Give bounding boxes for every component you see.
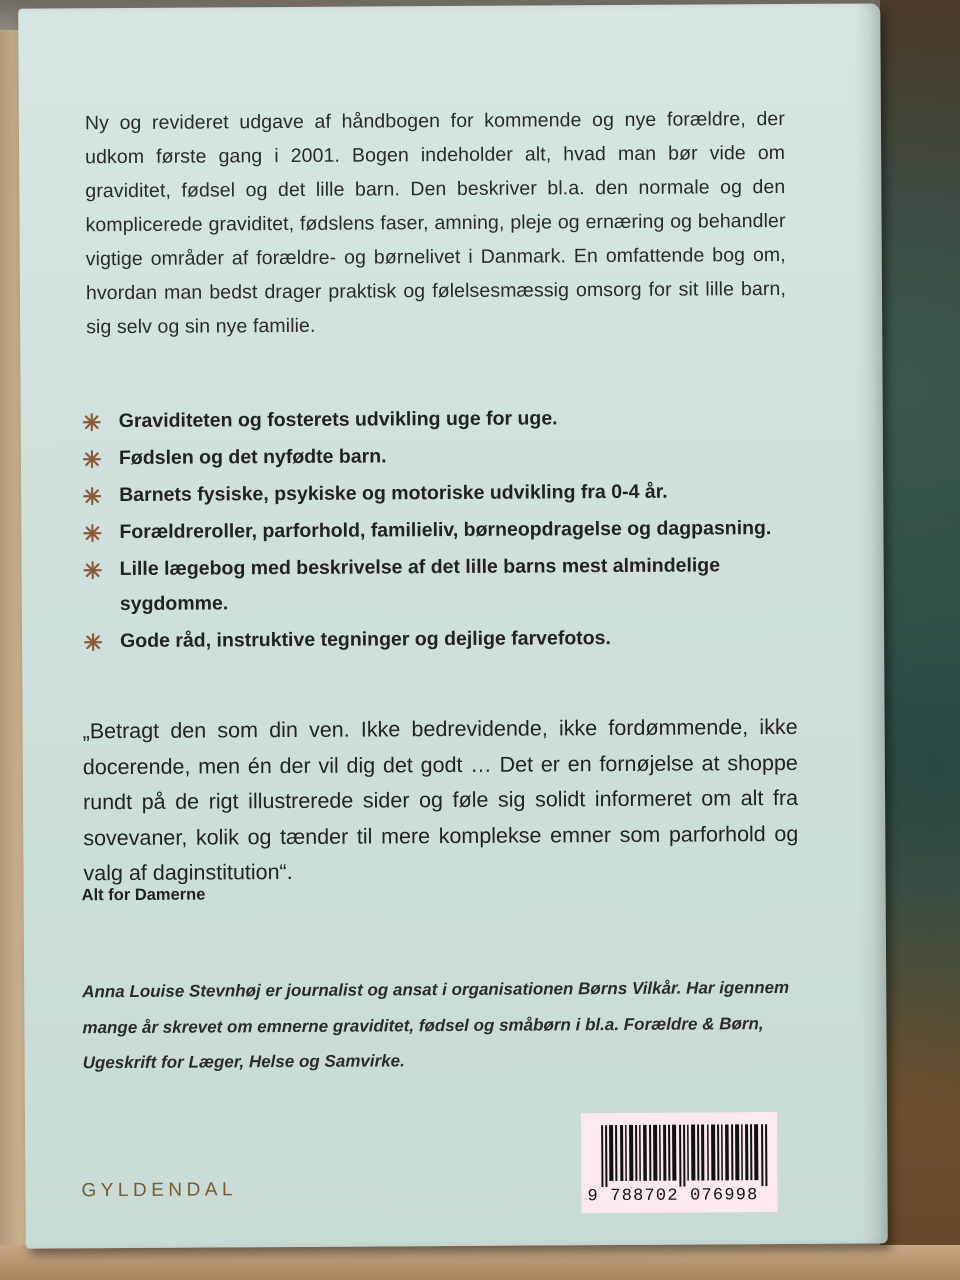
list-item: [81, 400, 801, 439]
asterisk-star-icon: [83, 524, 101, 542]
list-item-text: Barnets fysiske, psykiske og motoriske udvikling fra 0-4 år.: [119, 480, 668, 507]
barcode-label: [581, 1112, 778, 1213]
review-quote: „Betragt den som din ven. Ikke bedrevidende, ikke fordømmende, ikke docerende, men én der vil dig det godt … Det er en fornøjelse at shoppe rundt på de rigt illustrerede sider og føle sig solidt informeret om alt fra sovevaner, kolik og tænder til mere komplekse emner som parforhold og valg af daginstitution“.: [82, 714, 799, 886]
list-item: [82, 620, 802, 659]
list-item: [82, 548, 802, 622]
list-item: [81, 437, 801, 476]
asterisk-star-icon: [83, 413, 101, 431]
author-bio: Anna Louise Stevnhøj er journalist og ansat i organisationen Børns Vilkår. Har igennem mange år skrevet om emnerne graviditet, fødsel og småbørn i bl.a. Forældre & Børn, Ugeskrift for Læger, Helse og Samvirke.: [82, 977, 790, 1073]
blurb-paragraph: Ny og revideret udgave af håndbogen for kommende og nye forældre, der udkom første gang i 2001. Bogen indeholder alt, hvad man bør vide om graviditet, fødsel og det lille barn. Den beskriver bl.a. den normale og den komplicerede graviditet, fødslens faser, amning, pleje og ernæring og behandler vigtige områder af forældre- og børnelivet i Danmark. En omfattende bog om, hvordan man bedst drager praktisk og følelsesmæssig omsorg for sit lille barn, sig selv og sin nye familie.: [84, 107, 787, 339]
isbn-number: 9 788702 076998: [587, 1186, 759, 1207]
fabric-background: [880, 0, 960, 1280]
list-item-text: Lille lægebog med beskrivelse af det lille barns mest almindelige sygdomme.: [119, 554, 721, 616]
asterisk-star-icon: [84, 633, 102, 651]
list-item-text: Graviditeten og fosterets udvikling uge for uge.: [118, 407, 558, 433]
feature-list: [81, 400, 803, 661]
publisher-name: GYLDENDAL: [81, 1179, 238, 1202]
asterisk-star-icon: [84, 561, 102, 579]
asterisk-star-icon: [83, 487, 101, 505]
list-item-text: Gode råd, instruktive tegninger og dejlige farvefotos.: [120, 627, 611, 653]
book-back-cover: [18, 3, 888, 1248]
asterisk-star-icon: [83, 450, 101, 468]
list-item: [81, 474, 801, 513]
list-item-text: Fødslen og det nyfødte barn.: [118, 445, 387, 470]
barcode-icon: [601, 1124, 769, 1187]
quote-source: Alt for Damerne: [81, 885, 206, 905]
list-item-text: Forældreroller, parforhold, familieliv, børneopdragelse og dagpasning.: [119, 517, 772, 544]
list-item: [81, 511, 801, 550]
book-stack-bottom: [0, 1245, 960, 1280]
